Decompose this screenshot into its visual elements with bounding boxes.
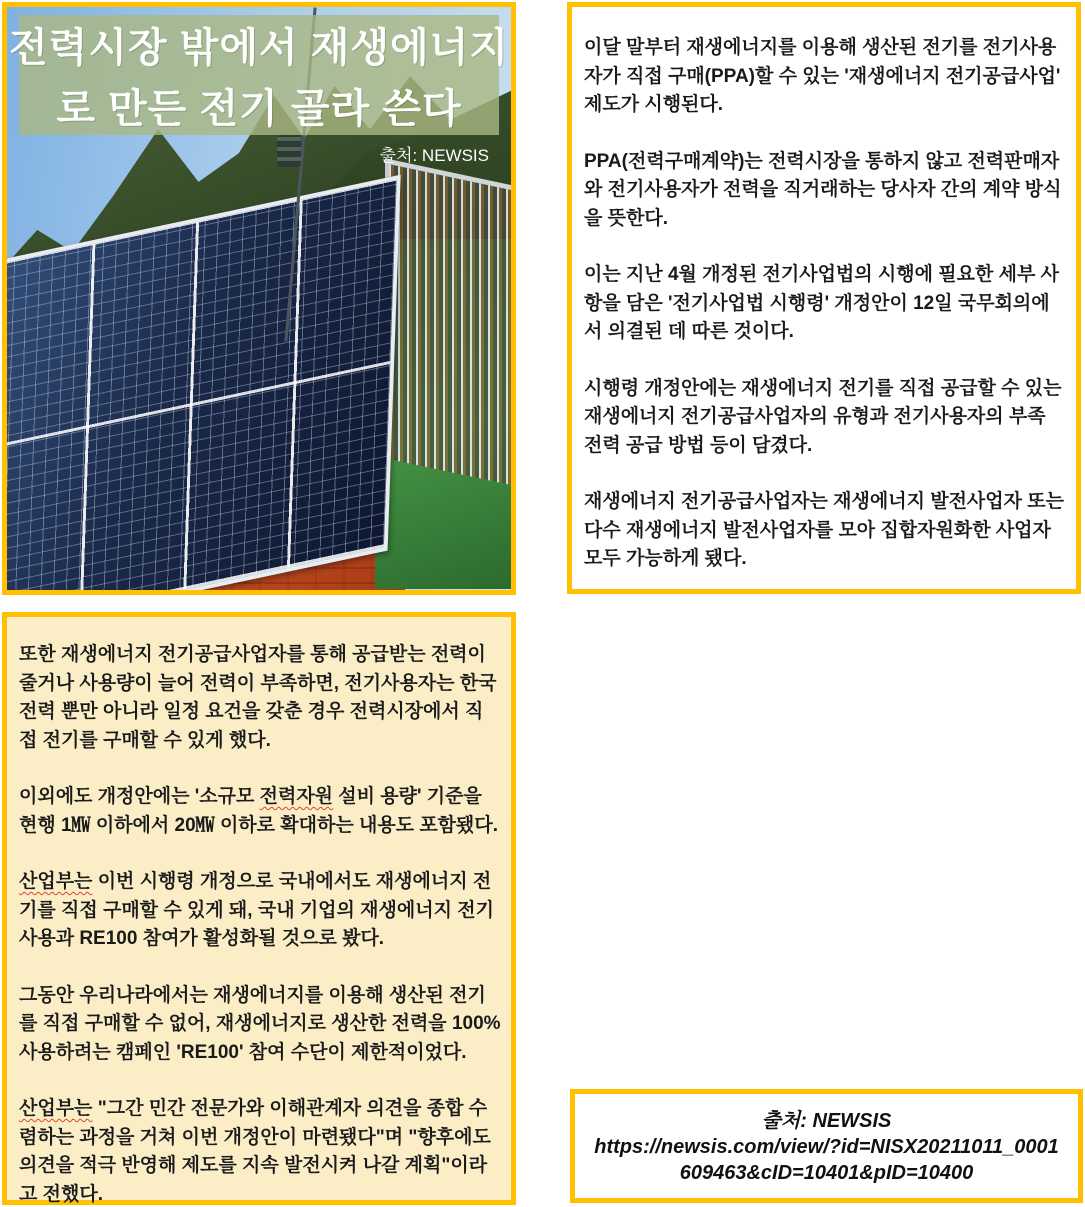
paragraph (584, 261, 1066, 347)
solar-panel-array-graphic (7, 175, 401, 590)
source-box (570, 1089, 1083, 1203)
text-run: 이달 말부터 재생에너지를 이용해 생산된 전기를 전기사용자가 직접 구매(PPA)할 수 있는 '재생에너지 전기공급사업' 제도가 시행된다. (584, 37, 1061, 115)
paragraph (584, 488, 1066, 574)
text-run: 재생에너지 전기공급사업자는 재생에너지 발전사업자 또는 다수 재생에너지 발전사업자를 모아 집합자원화한 사업자 모두 가능하게 됐다. (584, 491, 1064, 569)
text-run: 이외에도 개정안에는 '소규모 (19, 786, 260, 807)
photo-card (2, 2, 516, 595)
paragraph (19, 1095, 501, 1207)
vent-stack-graphic (277, 135, 301, 167)
source-credit: 출처: NEWSIS (761, 1110, 892, 1132)
text-run: 이는 지난 4월 개정된 전기사업법의 시행에 필요한 세부 사항을 담은 '전기사업법 시행령' 개정안이 12일 국무회의에서 의결된 데 따른 것이다. (584, 264, 1059, 342)
text-run: PPA(전력구매계약)는 전력시장을 통하지 않고 전력판매자와 전기사용자가 전력을 직거래하는 당사자 간의 계약 방식을 뜻한다. (584, 150, 1062, 229)
headline-overlay (9, 15, 509, 135)
photo-credit: 출처: NEWSIS (379, 146, 489, 165)
paragraph (584, 34, 1066, 120)
misspelled-word: 전력자원 (259, 786, 334, 807)
misspelled-word: 산업부는 (19, 1098, 93, 1119)
text-run: 그동안 우리나라에서는 재생에너지를 이용해 생산된 전기를 직접 구매할 수 없어, 재생에너지로 생산한 전력을 100% 사용하려는 캠페인 'RE100' 참여 수단이 제한적이었다. (19, 984, 501, 1063)
headline-line-1: 전력시장 밖에서 재생에너지 (9, 26, 509, 70)
text-run: 설비 용량' 기준을 현행 1㎿ 이하에서 20㎿ 이하로 확대하는 내용도 포함됐다. (19, 786, 499, 836)
text-run: "그간 민간 전문가와 이해관계자 의견을 종합 수렴하는 과정을 거쳐 이번 개정안이 마련됐다"며 "향후에도 의견을 적극 반영해 제도를 지속 발전시켜 나갈 계획"이라고 전했다. (19, 1098, 491, 1205)
article-box-top (567, 2, 1081, 594)
paragraph (19, 868, 501, 954)
source-url: https://newsis.com/view/?id=NISX20211011_0001609463&cID=10401&pID=10400 (594, 1136, 1059, 1184)
paragraph (19, 641, 501, 755)
misspelled-word: 산업부는 (19, 871, 93, 892)
paragraph (584, 148, 1066, 234)
paragraph (584, 375, 1066, 461)
paragraph (19, 783, 501, 840)
solar-panel-photo (7, 7, 511, 590)
metal-railing-graphic (385, 158, 511, 485)
headline-line-2: 로 만든 전기 골라 쓴다 (56, 87, 462, 131)
paragraph (19, 982, 501, 1068)
text-run: 이번 시행령 개정으로 국내에서도 재생에너지 전기를 직접 구매할 수 있게 돼, 국내 기업의 재생에너지 전기 사용과 RE100 참여가 활성화될 것으로 봤다. (19, 871, 494, 949)
article-box-bottom (2, 612, 516, 1205)
text-run: 시행령 개정안에는 재생에너지 전기를 직접 공급할 수 있는 재생에너지 전기공급사업자의 유형과 전기사용자의 부족 전력 공급 방법 등이 담겼다. (584, 377, 1062, 456)
text-run: 또한 재생에너지 전기공급사업자를 통해 공급받는 전력이 줄거나 사용량이 늘어 전력이 부족하면, 전기사용자는 한국전력 뿐만 아니라 일정 요건을 갖춘 경우 전력시장에서 직접 전기를 구매할 수 있게 했다. (19, 644, 497, 751)
